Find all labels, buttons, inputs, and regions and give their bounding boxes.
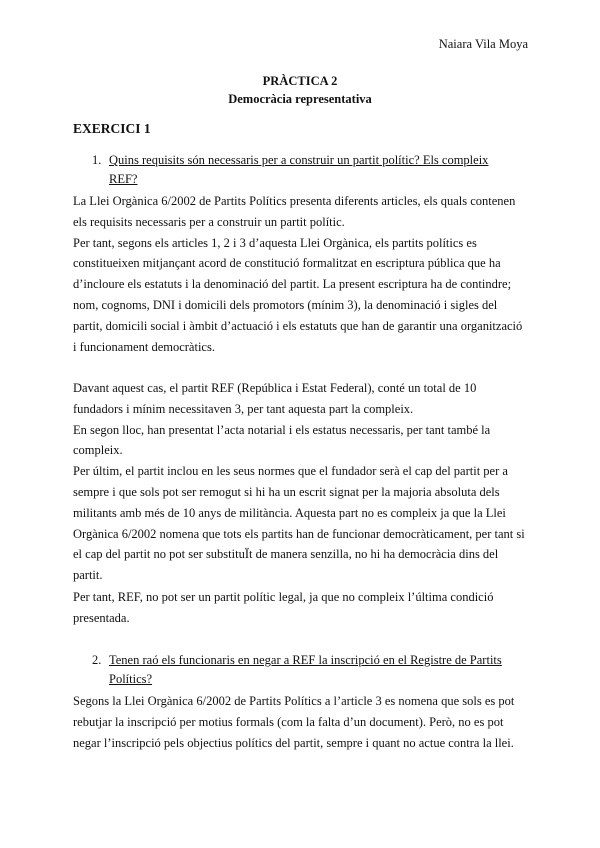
paragraph: Per tant, segons els articles 1, 2 i 3 d’aquesta Llei Orgànica, els partits polítics es constitueixen mitjançant acord de constitució formalitzat en escriptura pública que ha d’incloure els estatuts i la denominació del partit. La present escriptura ha de contindre; nom, cognoms, DNI i domicili dels promotors (mínim 3), la denominació i sigles del partit, domicili social i àmbit d’actuació i els estatuts que han de garantir una organització i funcionament democràtics.	[73, 235, 523, 354]
title-block	[0, 72, 600, 108]
paragraph: En segon lloc, han presentat l’acta notarial i els estatus necessaris, per tant també la compleix.	[73, 422, 491, 458]
question-text: Quins requisits són necessaris per a construir un partit polític? Els compleix REF?	[109, 153, 489, 186]
author-name: Naiara Vila Moya	[438, 37, 528, 51]
question-1	[92, 151, 512, 189]
answer-1-block-a	[73, 191, 528, 357]
answer-2-block	[73, 691, 528, 753]
document-title: PRÀCTICA 2	[262, 74, 338, 88]
paragraph: Per últim, el partit inclou en les seus normes que el fundador serà el cap del partit per a sempre i que sols pot ser remogut si hi ha un escrit signat per la majoria absoluta dels militants amb més de 10 anys de militància. Aquesta part no es compleix ja que la Llei Orgànica 6/2002 nomena que tots els partits han de funcionar democràticament, per tant si el cap del partit no pot ser substituÏt de manera senzilla, no hi ha democràcia dins del partit.	[73, 464, 525, 583]
question-2	[92, 651, 512, 689]
question-number: 1.	[92, 153, 102, 167]
paragraph: Davant aquest cas, el partit REF (República i Estat Federal), conté un total de 10 fundadors i mínim necessitaven 3, per tant aquesta part la compleix.	[73, 381, 477, 416]
paragraph: Per tant, REF, no pot ser un partit polític legal, ja que no compleix l’última condició presentada.	[73, 590, 494, 625]
question-number: 2.	[92, 653, 102, 667]
answer-1-conclusion	[73, 587, 528, 629]
answer-1-block-b	[73, 378, 528, 586]
exercise-heading: EXERCICI 1	[73, 121, 151, 136]
paragraph: Segons la Llei Orgànica 6/2002 de Partits Polítics a l’article 3 es nomena que sols es pot rebutjar la inscripció per motius formals (com la falta d’un document). Però, no es pot negar l’inscripció pels objectius polítics del partit, sempre i quant no actue contra la llei.	[73, 694, 515, 750]
paragraph: La Llei Orgànica 6/2002 de Partits Polítics presenta diferents articles, els quals contenen els requisits necessaris per a construir un partit polític.	[73, 194, 516, 229]
document-subtitle: Democràcia representativa	[228, 92, 372, 106]
question-text: Tenen raó els funcionaris en negar a REF la inscripció en el Registre de Partits Polítics?	[109, 653, 502, 686]
